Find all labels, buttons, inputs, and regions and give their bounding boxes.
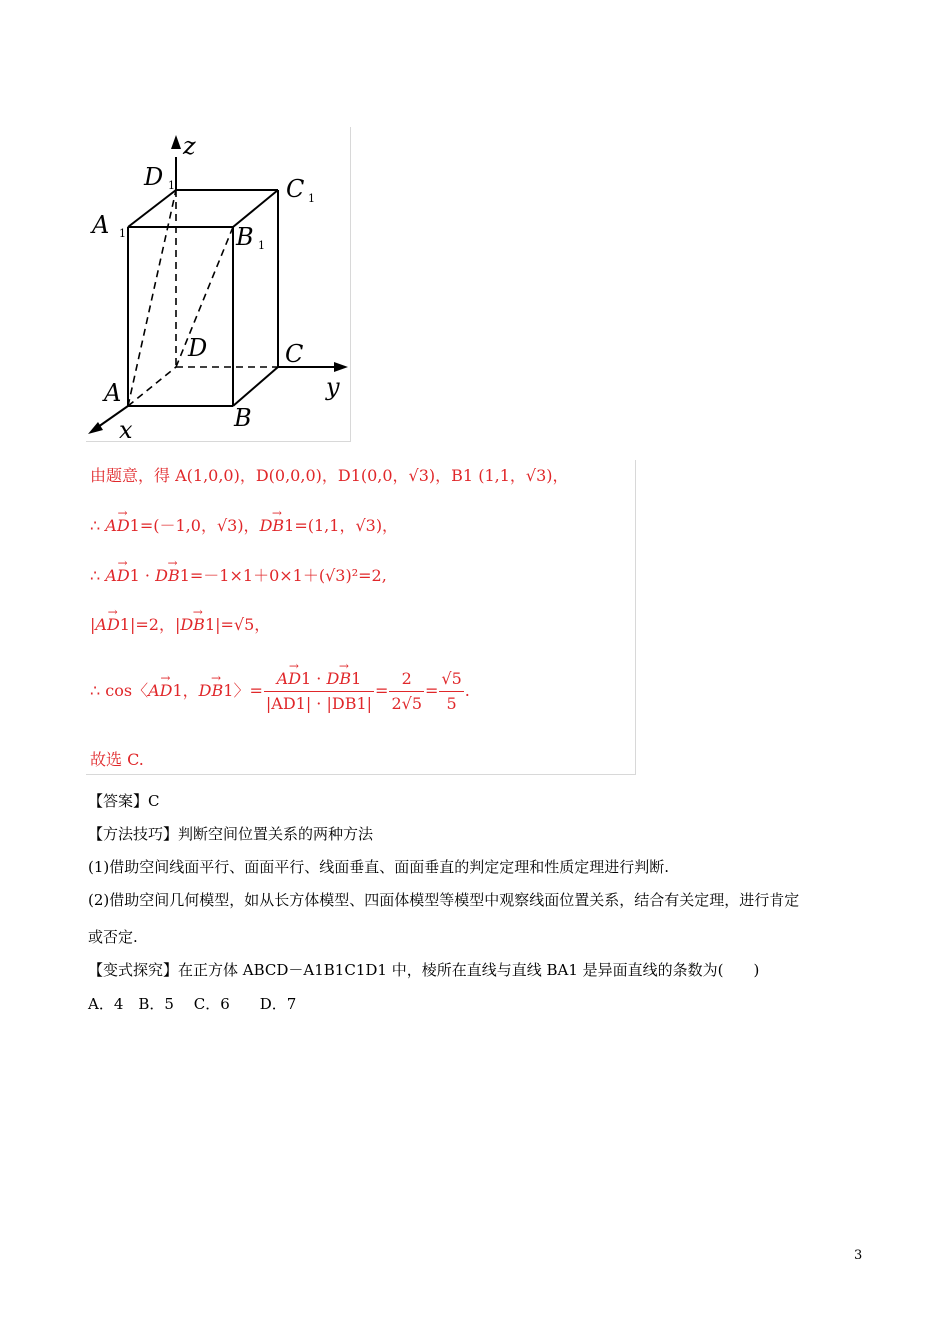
dot-product-result: =－1×1＋0×1＋(√3)²=2,: [189, 566, 387, 585]
method-title: 【方法技巧】判断空间位置关系的两种方法: [88, 825, 374, 843]
label-c: C: [285, 340, 304, 368]
solution-box: [86, 460, 636, 775]
fraction-cos: → $\frac{AD1 \cdot \to DB1}{|AD1| \cdot |DB1|}$: [264, 668, 374, 715]
vector-db1: → DB1: [260, 516, 295, 536]
label-a: A: [104, 379, 122, 407]
edge-b1c1: [233, 190, 278, 227]
vector-db1: → DB1: [155, 566, 190, 586]
variant-question: 【变式探究】在正方体 ABCD－A1B1C1D1 中，棱所在直线与直线 BA1 是异面直线的条数为( ): [88, 961, 760, 979]
label-b: B: [234, 404, 252, 432]
method-item-1: (1)借助空间线面平行、面面平行、线面垂直、面面垂直的判定定理和性质定理进行判断.: [88, 858, 670, 876]
solution-line-2: [90, 516, 398, 536]
period: .: [464, 681, 470, 700]
label-c1: C: [286, 175, 305, 203]
fraction-root5-over-5: $\frac{√5}{5}$: [441, 669, 462, 713]
magnitude-ad1: |=2，|: [129, 615, 181, 634]
label-y: y: [326, 373, 340, 401]
fraction-cos-denominator: |AD1| · |DB1|: [265, 694, 373, 713]
cuboid-figure: [86, 127, 351, 442]
solution-conclusion: 故选 C.: [90, 750, 144, 769]
label-b1: B: [236, 223, 254, 251]
sub-d1: 1: [168, 179, 175, 192]
answer-options: A．4 B．5 C．6 D．7: [88, 995, 297, 1013]
edge-bc: [233, 367, 278, 406]
therefore-symbol: ∴: [90, 516, 106, 535]
solution-line-1: 由题意，得 A(1,0,0)，D(0,0,0)，D1(0,0，√3)，B1 (1,1，√3)，: [90, 466, 569, 485]
x-arrow: [88, 422, 103, 434]
sub-b1: 1: [258, 239, 265, 252]
equals: =: [375, 681, 389, 700]
equals: =: [425, 681, 439, 700]
vector-ad1: → AD1: [148, 680, 183, 702]
abs-bar: |: [90, 615, 96, 634]
edge-ad: [128, 367, 176, 406]
label-z: z: [183, 132, 196, 160]
vector-db1-value: =(1,1，√3)，: [294, 516, 399, 535]
cos-expression: ∴ cos〈: [90, 681, 149, 700]
solution-line-5: [90, 668, 470, 715]
magnitude-db1: |=√5，: [215, 615, 271, 634]
label-x: x: [119, 416, 133, 442]
vector-ad1: → AD1: [95, 615, 130, 635]
sub-c1: 1: [308, 192, 315, 205]
vector-ad1: → AD1: [105, 516, 140, 536]
fraction-2-over-2root5: $\frac{2}{2√5}$: [391, 669, 422, 713]
cuboid-diagram: [86, 127, 351, 442]
solution-line-3: [90, 566, 387, 586]
label-d: D: [188, 334, 208, 362]
vector-db1: → DB1: [180, 615, 215, 635]
answer-line: 【答案】C: [88, 792, 160, 810]
vector-ad1: → AD1: [105, 566, 140, 586]
edge-a1d1: [128, 190, 176, 227]
y-arrow: [334, 362, 348, 372]
label-a1: A: [92, 211, 110, 239]
sub-a1: 1: [119, 227, 126, 240]
page-number: 3: [854, 1248, 863, 1263]
label-d1: D: [144, 163, 164, 191]
vector-ad1-value: =(－1,0，√3)，: [139, 516, 260, 535]
angle-close: 〉=: [233, 681, 263, 700]
therefore-symbol: ∴: [90, 566, 106, 585]
solution-line-4: [90, 615, 270, 635]
dot-operator: ·: [139, 566, 156, 585]
comma: ，: [182, 681, 199, 700]
method-item-2-continued: 或否定.: [88, 928, 138, 946]
z-arrow: [171, 135, 181, 149]
method-item-2: (2)借助空间几何模型，如从长方体模型、四面体模型等模型中观察线面位置关系，结合有关定理，进行肯定: [88, 891, 800, 909]
vector-db1: → DB1: [199, 680, 234, 702]
